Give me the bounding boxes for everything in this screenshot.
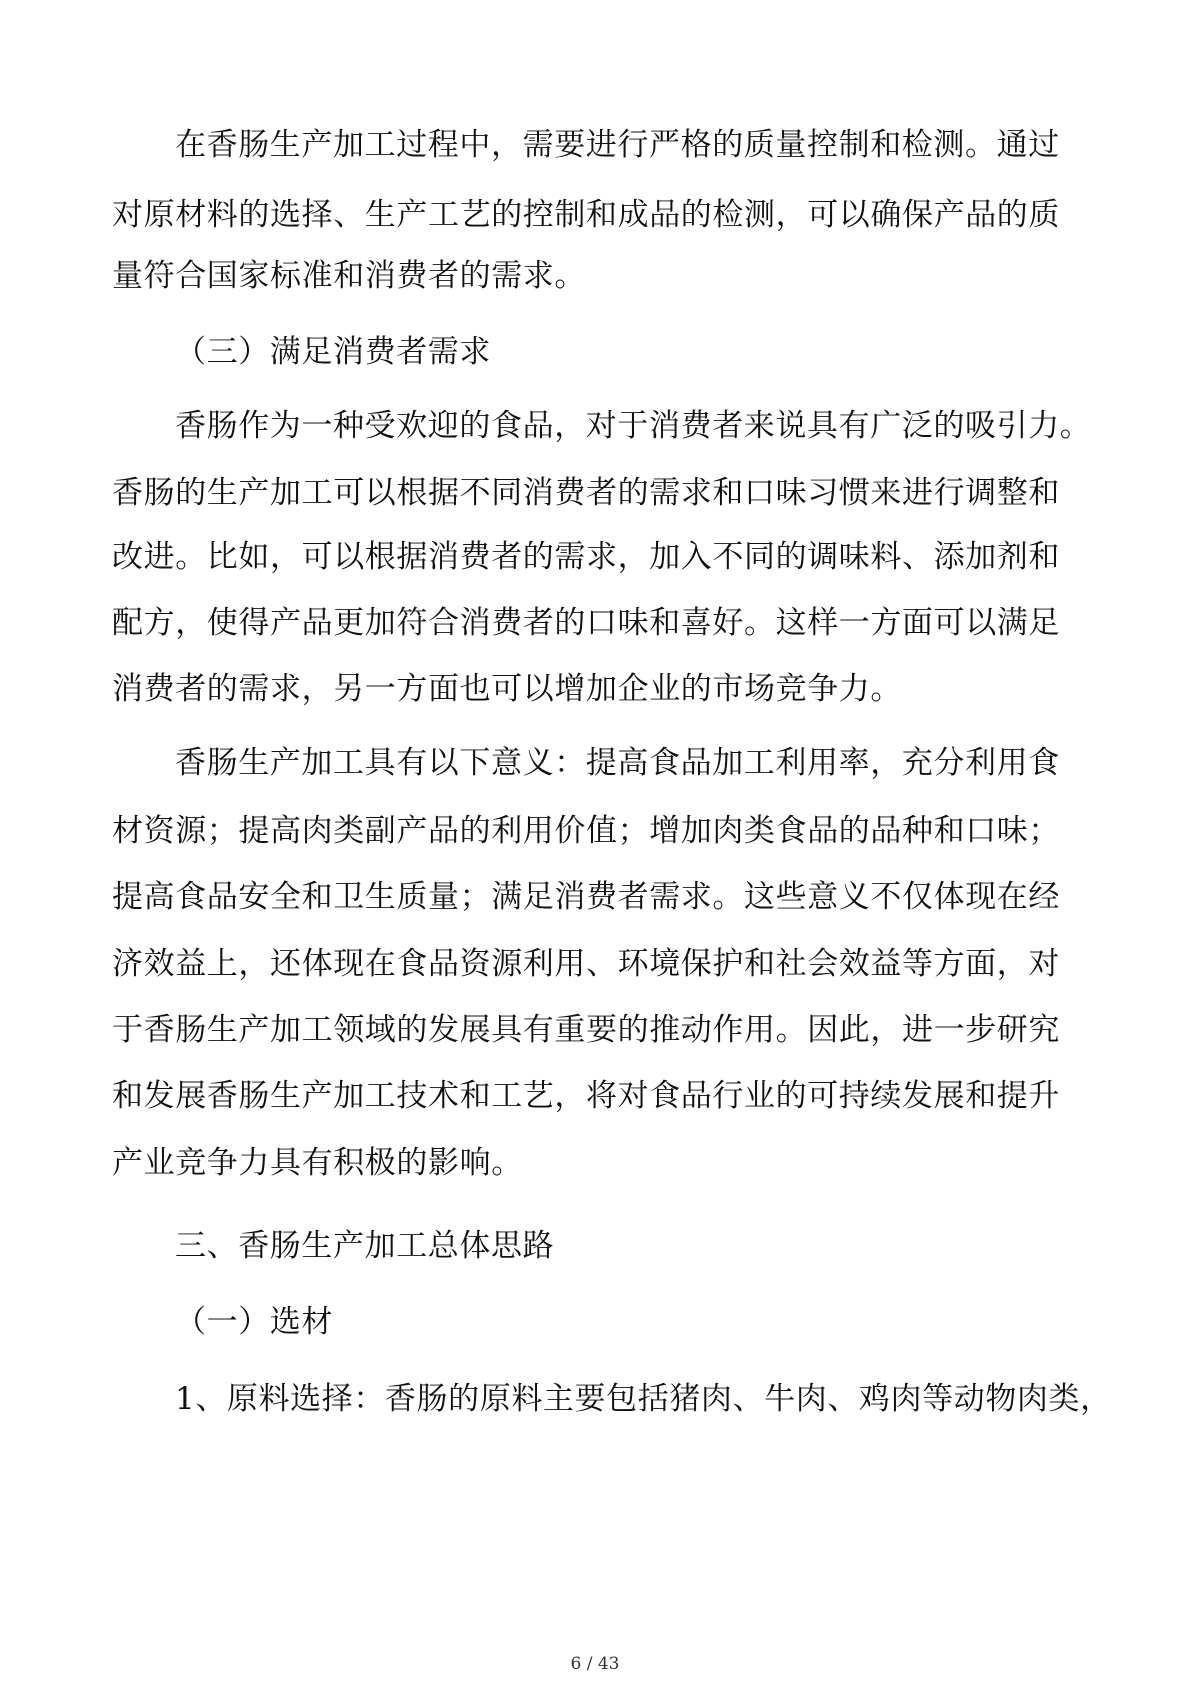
text-line: 在香肠生产加工过程中，需要进行严格的质量控制和检测。通过 bbox=[175, 127, 1060, 163]
text-line: 于香肠生产加工领域的发展具有重要的推动作用。因此，进一步研究 bbox=[112, 1012, 1060, 1048]
text-line: 提高食品安全和卫生质量；满足消费者需求。这些意义不仅体现在经 bbox=[112, 879, 1060, 915]
text-line: 消费者的需求，另一方面也可以增加企业的市场竞争力。 bbox=[112, 671, 902, 707]
text-line: 济效益上，还体现在食品资源利用、环境保护和社会效益等方面，对 bbox=[112, 946, 1060, 982]
text-line: 产业竞争力具有积极的影响。 bbox=[112, 1145, 523, 1181]
text-line: 香肠的生产加工可以根据不同消费者的需求和口味习惯来进行调整和 bbox=[112, 475, 1060, 511]
text-line: 材资源；提高肉类副产品的利用价值；增加肉类食品的品种和口味； bbox=[112, 813, 1060, 849]
text-line: 和发展香肠生产加工技术和工艺，将对食品行业的可持续发展和提升 bbox=[112, 1078, 1060, 1114]
section-heading-meet-consumer-needs: （三）满足消费者需求 bbox=[175, 334, 491, 370]
text-line: 对原材料的选择、生产工艺的控制和成品的检测，可以确保产品的质 bbox=[112, 197, 1060, 233]
text-line: 量符合国家标准和消费者的需求。 bbox=[112, 258, 586, 294]
text-line: 香肠生产加工具有以下意义：提高食品加工利用率，充分利用食 bbox=[175, 745, 1060, 781]
section-heading-material-selection: （一）选材 bbox=[175, 1304, 333, 1340]
page-number: 6 / 43 bbox=[570, 1654, 620, 1674]
text-line: 1、原料选择：香肠的原料主要包括猪肉、牛肉、鸡肉等动物肉类， bbox=[175, 1381, 1112, 1417]
text-line: 配方，使得产品更加符合消费者的口味和喜好。这样一方面可以满足 bbox=[112, 605, 1060, 641]
section-heading-overall-approach: 三、香肠生产加工总体思路 bbox=[175, 1228, 555, 1264]
text-line: 香肠作为一种受欢迎的食品，对于消费者来说具有广泛的吸引力。 bbox=[175, 408, 1092, 444]
text-line: 改进。比如，可以根据消费者的需求，加入不同的调味料、添加剂和 bbox=[112, 539, 1060, 575]
